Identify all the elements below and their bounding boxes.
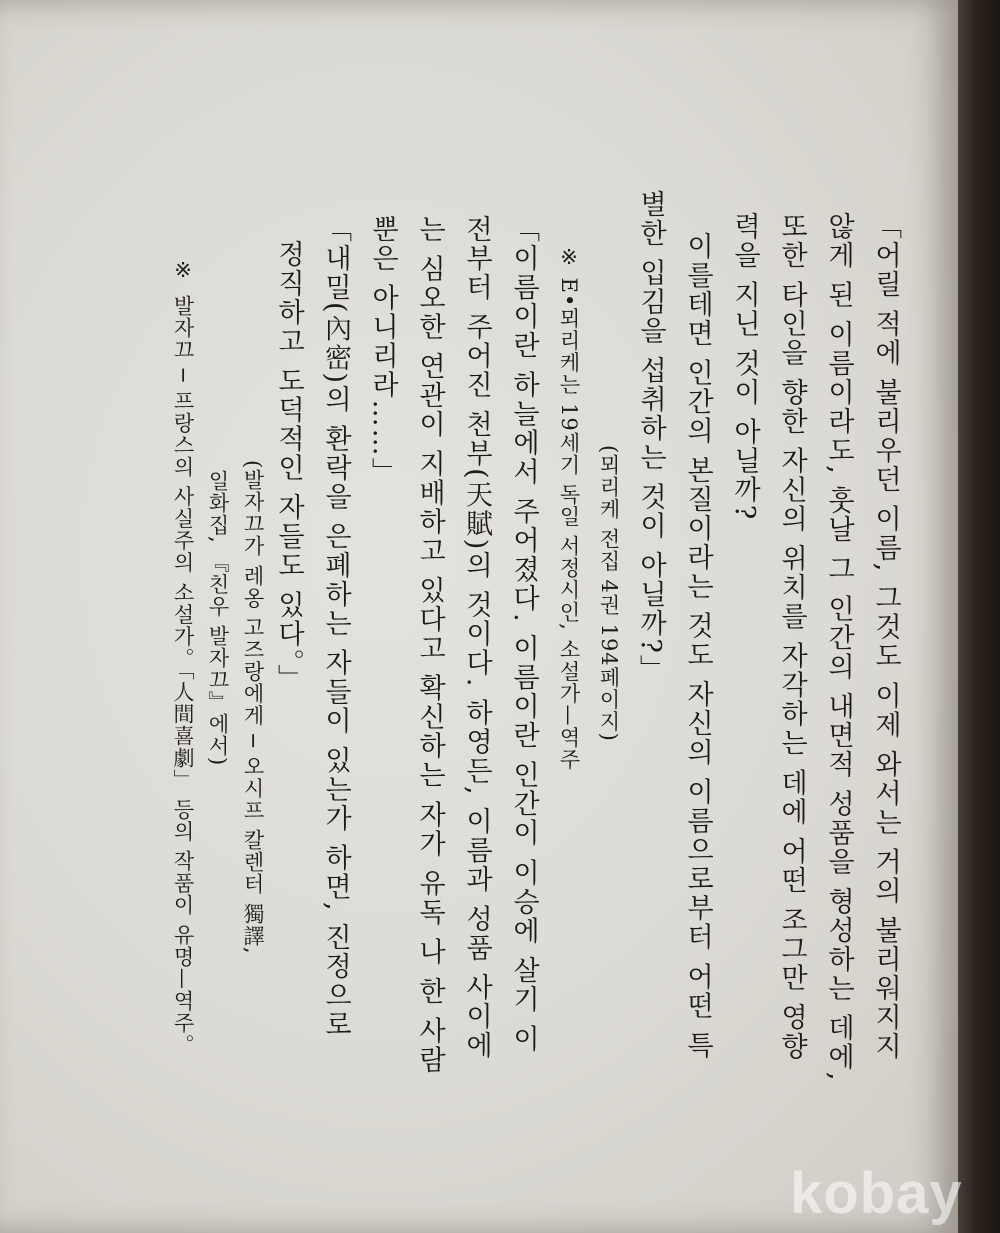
watermark: kobay xyxy=(790,1161,963,1226)
text-column-2: 않게 된 이름이라도, 훗날 그 인간의 내면적 성품을 형성하는 데에, xyxy=(823,212,854,1083)
citation-balzac-source: 일화집, 『친우 발자끄』에서) xyxy=(206,470,230,767)
text-column-1: 「어릴 적에 불리우던 이름, 그것도 이제 와서는 거의 불리워지지 xyxy=(870,212,901,1062)
text-column-6: 별한 입김을 섭취하는 것이 아닐까?」 xyxy=(635,190,666,684)
text-column-12: 정직하고 도덕적인 자들도 있다。」 xyxy=(273,240,304,694)
text-column-7: 「이름이란 하늘에서 주어졌다. 이름이란 인간이 이승에 살기 이 xyxy=(508,215,539,1054)
text-column-10: 뿐은 아니리라……」 xyxy=(367,215,398,487)
text-column-9: 는 심오한 연관이 지배하고 있다고 확신하는 자가 유독 나 한 사람 xyxy=(414,215,445,1075)
text-column-11: 「내밀(內密)의 환락을 은폐하는 자들이 있는가 하면, 진정으로 xyxy=(320,215,351,1040)
text-column-5: 이를테면 인간의 본질이라는 것도 자신의 이름으로부터 어떤 특 xyxy=(682,232,713,1061)
page-edge xyxy=(958,0,1000,1233)
footnote-mark: ※ xyxy=(171,258,195,283)
footnote-moerike: ※ E•뫼리케는 19세기 독일 서정시인, 소설가—역주 xyxy=(557,245,581,771)
text-column-3: 또한 타인을 향한 자신의 위치를 자각하는 데에 어떤 조그만 영향 xyxy=(776,212,807,1062)
text-column-8: 전부터 주어진 천부(天賦)의 것이다. 하영든, 이름과 성품 사이에 xyxy=(461,215,492,1061)
text-column-4: 력을 지닌 것이 아닐까? xyxy=(729,212,760,522)
footnote-balzac: 발자끄 ─ 프랑스의 사실주의 소설가。「人間喜劇」 등의 작품이 유명—역주。 xyxy=(171,295,195,1056)
citation-reference: (뫼리케 전집 4권 194페이지) xyxy=(597,445,621,742)
citation-balzac-letter: (발자끄가 레옹 고즈랑에게 ─ 오시프 칼렌터 獨譯, xyxy=(241,460,265,955)
